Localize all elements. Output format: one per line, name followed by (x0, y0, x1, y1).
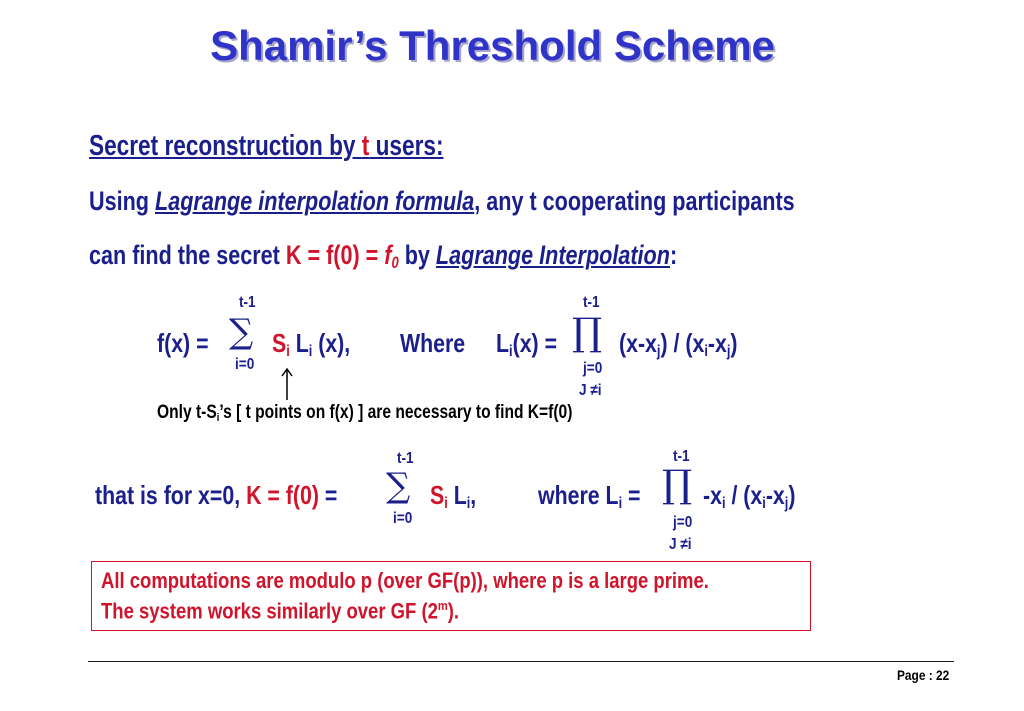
f1-l-sub: i (308, 342, 313, 360)
prod1-upper: t-1 (583, 294, 600, 311)
box-line-1: All computations are modulo p (over GF(p)), where p is a large prime. (101, 568, 709, 593)
page-number: Page : 22 (897, 667, 950, 683)
heading-t: t (361, 130, 370, 162)
prod2-lower-neq: J ≠i (669, 536, 692, 553)
f1-s-sub: i (286, 342, 290, 360)
f2-where: where L (538, 480, 619, 510)
box-line2-post: ). (447, 598, 460, 624)
f2-k: K = f(0) (246, 480, 319, 510)
secret-k: K = f(0) = (285, 240, 385, 270)
f2-rhs-c-sub: j (784, 494, 789, 512)
f1-li-sub: i (509, 342, 513, 360)
f1-rhs-c: -x (707, 328, 727, 358)
prod2-lower-j: j=0 (673, 514, 693, 531)
prod1-lower-j: j=0 (583, 360, 603, 377)
f1-li-tail: (x) = (512, 328, 558, 358)
formula2-lhs (95, 480, 337, 511)
formula2-where (538, 480, 641, 513)
f1-s: S (272, 328, 287, 358)
f2-rhs-b-sub: i (762, 494, 766, 512)
secret-f-sub: 0 (391, 254, 399, 273)
prod2-pi: ∏ (662, 462, 693, 506)
up-arrow-icon (280, 366, 294, 402)
line2-mid: by (398, 240, 436, 270)
f2-s: S (430, 480, 445, 510)
f2-l: L (447, 480, 467, 510)
f2-rhs-d: ) (788, 480, 796, 510)
f1-rhs-c-sub: j (726, 342, 731, 360)
formula2-rhs (703, 480, 795, 513)
sum2-sigma: ∑ (386, 466, 411, 506)
sum1-lower: i=0 (235, 356, 255, 373)
section-heading (89, 130, 444, 163)
f1-rhs-a-sub: j (656, 342, 661, 360)
f2-pre: that is for x=0, (95, 480, 247, 510)
sum1-sigma: ∑ (229, 312, 254, 352)
f2-where-eq: = (622, 480, 641, 510)
f1-l: L (289, 328, 309, 358)
f2-rhs-b: / (x (725, 480, 763, 510)
f1-rhs-b: ) / (x (660, 328, 705, 358)
secret-f: f (384, 240, 392, 270)
f1-rhs-a: (x-x (619, 328, 657, 358)
line2-post: : (669, 240, 678, 270)
sum1-upper: t-1 (239, 294, 256, 311)
f2-s-sub: i (444, 494, 448, 512)
f1-li: L (496, 328, 510, 358)
f1-rhs-b-sub: i (704, 342, 708, 360)
formula1-lhs: f(x) = (157, 328, 209, 358)
note-pre: Only t-S (157, 402, 217, 423)
note-line (157, 402, 572, 424)
formula1-rhs (619, 328, 738, 361)
line2-pre: can find the secret (89, 240, 286, 270)
sum2-upper: t-1 (397, 450, 414, 467)
f2-rhs-a-sub: i (721, 494, 726, 512)
line1-pre: Using (89, 186, 156, 216)
box-line2-pre: The system works similarly over GF (2 (101, 598, 438, 624)
f2-eq: = (318, 480, 338, 510)
note-post: ’s [ t points on f(x) ] are necessary to find K=f(0) (219, 402, 573, 423)
formula1-where: Where (400, 328, 466, 358)
sum2-lower: i=0 (393, 510, 413, 527)
lagrange-interpolation-link: Lagrange Interpolation (435, 240, 670, 270)
f1-rhs-d: ) (730, 328, 738, 358)
footer-rule (88, 661, 954, 662)
prod2-upper: t-1 (673, 448, 690, 465)
intro-line-2 (89, 240, 677, 273)
heading-text: Secret reconstruction by (89, 130, 362, 162)
f1-l-tail: (x), (312, 328, 351, 358)
lagrange-formula-link: Lagrange interpolation formula (155, 186, 475, 216)
f2-where-sub: i (618, 494, 623, 512)
box-line-2 (101, 598, 459, 624)
line1-post: , any t cooperating participants (474, 186, 795, 216)
formula1-li (496, 328, 557, 361)
f2-l-sub: i (466, 494, 471, 512)
f2-rhs-c: -x (765, 480, 785, 510)
f2-rhs-a: -x (703, 480, 722, 510)
formula1-term (272, 328, 350, 361)
slide-title: Shamir’s Threshold Scheme (210, 22, 775, 69)
formula2-term (430, 480, 476, 513)
heading-text-end: users: (369, 130, 444, 162)
note-sub: i (216, 411, 220, 424)
intro-line-1 (89, 186, 795, 217)
box-line2-sup: m (437, 598, 448, 613)
prod1-lower-neq: J ≠i (579, 382, 602, 399)
prod1-pi: ∏ (572, 310, 603, 354)
f2-l-tail: , (470, 480, 477, 510)
